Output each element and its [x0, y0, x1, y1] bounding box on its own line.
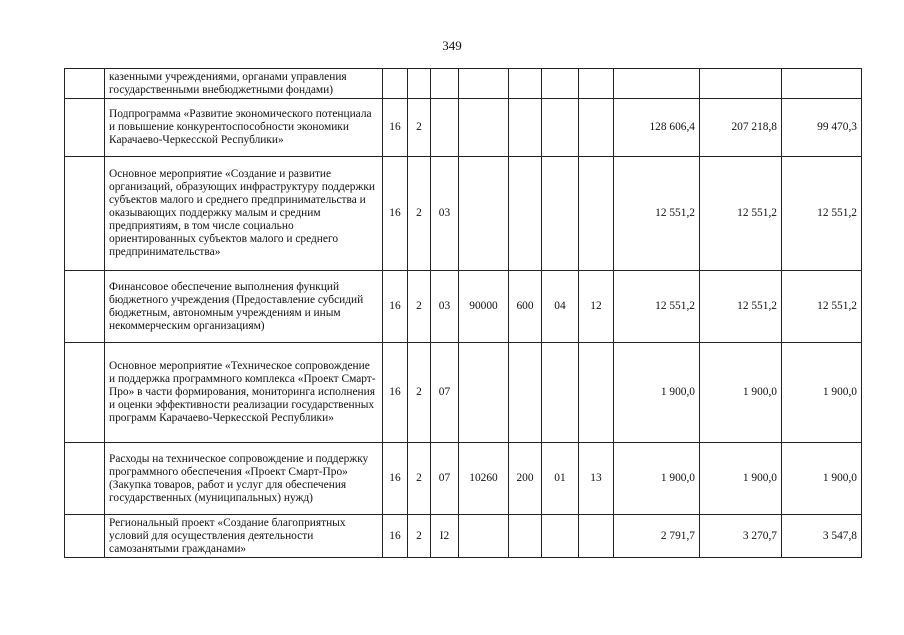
code-section: 04: [542, 271, 579, 343]
amount-year-1: 1 900,0: [614, 443, 700, 515]
code-direction: [459, 157, 509, 271]
amount-year-1: [614, 69, 700, 99]
amount-year-2: 207 218,8: [700, 99, 782, 157]
amount-year-2: 3 270,7: [700, 515, 782, 558]
table-row: [65, 443, 862, 515]
code-gr: [383, 69, 408, 99]
amount-year-1: 2 791,7: [614, 515, 700, 558]
code-expense-type: [509, 343, 542, 443]
code-om: 03: [431, 271, 459, 343]
code-om: [431, 69, 459, 99]
code-expense-type: [509, 99, 542, 157]
code-subsection: [579, 343, 614, 443]
code-expense-type: [509, 515, 542, 558]
row-index-cell: [65, 99, 105, 157]
page-number: 349: [442, 38, 462, 53]
row-index-cell: [65, 443, 105, 515]
row-description: Финансовое обеспечение выполнения функций бюджетного учреждения (Предоставление субсидий бюджетным, автономным учреждениям и иным некоммерческим организациям): [105, 271, 383, 343]
table-row: [65, 99, 862, 157]
code-gr: 16: [383, 515, 408, 558]
amount-year-3: [782, 69, 862, 99]
row-index-cell: [65, 515, 105, 558]
amount-year-1: 12 551,2: [614, 157, 700, 271]
code-om: 03: [431, 157, 459, 271]
code-expense-type: 200: [509, 443, 542, 515]
row-description: Региональный проект «Создание благоприятных условий для осуществления деятельности самозанятыми гражданами»: [105, 515, 383, 558]
code-om: 07: [431, 443, 459, 515]
row-description: Основное мероприятие «Создание и развитие организаций, образующих инфраструктуру поддержки субъектов малого и среднего предпринимательства и оказывающих поддержку малым и средним предприятиям, в том числе социально ориентированных субъектов малого и среднего предпринимательства»: [105, 157, 383, 271]
amount-year-3: 1 900,0: [782, 343, 862, 443]
code-expense-type: [509, 157, 542, 271]
code-section: [542, 99, 579, 157]
code-gr: 16: [383, 271, 408, 343]
row-description: Расходы на техническое сопровождение и поддержку программного обеспечения «Проект Смарт-Про» (Закупка товаров, работ и услуг для обеспечения государственных (муниципальных) нужд): [105, 443, 383, 515]
code-subsection: [579, 515, 614, 558]
amount-year-1: 128 606,4: [614, 99, 700, 157]
code-subsection: [579, 99, 614, 157]
code-subsection: 13: [579, 443, 614, 515]
row-description: казенными учреждениями, органами управления государственными внебюджетными фондами): [105, 69, 383, 99]
code-om: [431, 99, 459, 157]
row-description: Подпрограмма «Развитие экономического потенциала и повышение конкурентоспособности экономики Карачаево-Черкесской Республики»: [105, 99, 383, 157]
code-pg: 2: [408, 343, 431, 443]
table-row: [65, 69, 862, 99]
table-row: [65, 515, 862, 558]
code-direction: 10260: [459, 443, 509, 515]
table-row: [65, 343, 862, 443]
amount-year-2: 12 551,2: [700, 271, 782, 343]
row-index-cell: [65, 157, 105, 271]
amount-year-3: 3 547,8: [782, 515, 862, 558]
row-description: Основное мероприятие «Техническое сопровождение и поддержка программного комплекса «Проект Смарт-Про» в части формирования, мониторинга исполнения и оценки эффективности реализации государственных программ Карачаево-Черкесской Республики»: [105, 343, 383, 443]
code-section: [542, 69, 579, 99]
amount-year-2: 1 900,0: [700, 343, 782, 443]
amount-year-3: 99 470,3: [782, 99, 862, 157]
code-expense-type: 600: [509, 271, 542, 343]
code-gr: 16: [383, 443, 408, 515]
code-gr: 16: [383, 157, 408, 271]
amount-year-3: 1 900,0: [782, 443, 862, 515]
row-index-cell: [65, 343, 105, 443]
amount-year-2: [700, 69, 782, 99]
code-pg: 2: [408, 99, 431, 157]
code-gr: 16: [383, 99, 408, 157]
code-subsection: 12: [579, 271, 614, 343]
amount-year-2: 12 551,2: [700, 157, 782, 271]
code-direction: 90000: [459, 271, 509, 343]
code-section: [542, 157, 579, 271]
code-gr: 16: [383, 343, 408, 443]
code-direction: [459, 343, 509, 443]
code-pg: 2: [408, 443, 431, 515]
code-section: [542, 343, 579, 443]
code-pg: [408, 69, 431, 99]
amount-year-3: 12 551,2: [782, 271, 862, 343]
code-direction: [459, 99, 509, 157]
code-direction: [459, 515, 509, 558]
row-index-cell: [65, 69, 105, 99]
code-om: 07: [431, 343, 459, 443]
code-pg: 2: [408, 271, 431, 343]
code-pg: 2: [408, 157, 431, 271]
budget-table: [64, 68, 862, 558]
amount-year-1: 12 551,2: [614, 271, 700, 343]
amount-year-2: 1 900,0: [700, 443, 782, 515]
amount-year-1: 1 900,0: [614, 343, 700, 443]
code-direction: [459, 69, 509, 99]
row-index-cell: [65, 271, 105, 343]
code-section: 01: [542, 443, 579, 515]
code-om: I2: [431, 515, 459, 558]
table-row: [65, 271, 862, 343]
code-expense-type: [509, 69, 542, 99]
amount-year-3: 12 551,2: [782, 157, 862, 271]
code-subsection: [579, 69, 614, 99]
table-row: [65, 157, 862, 271]
code-pg: 2: [408, 515, 431, 558]
code-subsection: [579, 157, 614, 271]
code-section: [542, 515, 579, 558]
